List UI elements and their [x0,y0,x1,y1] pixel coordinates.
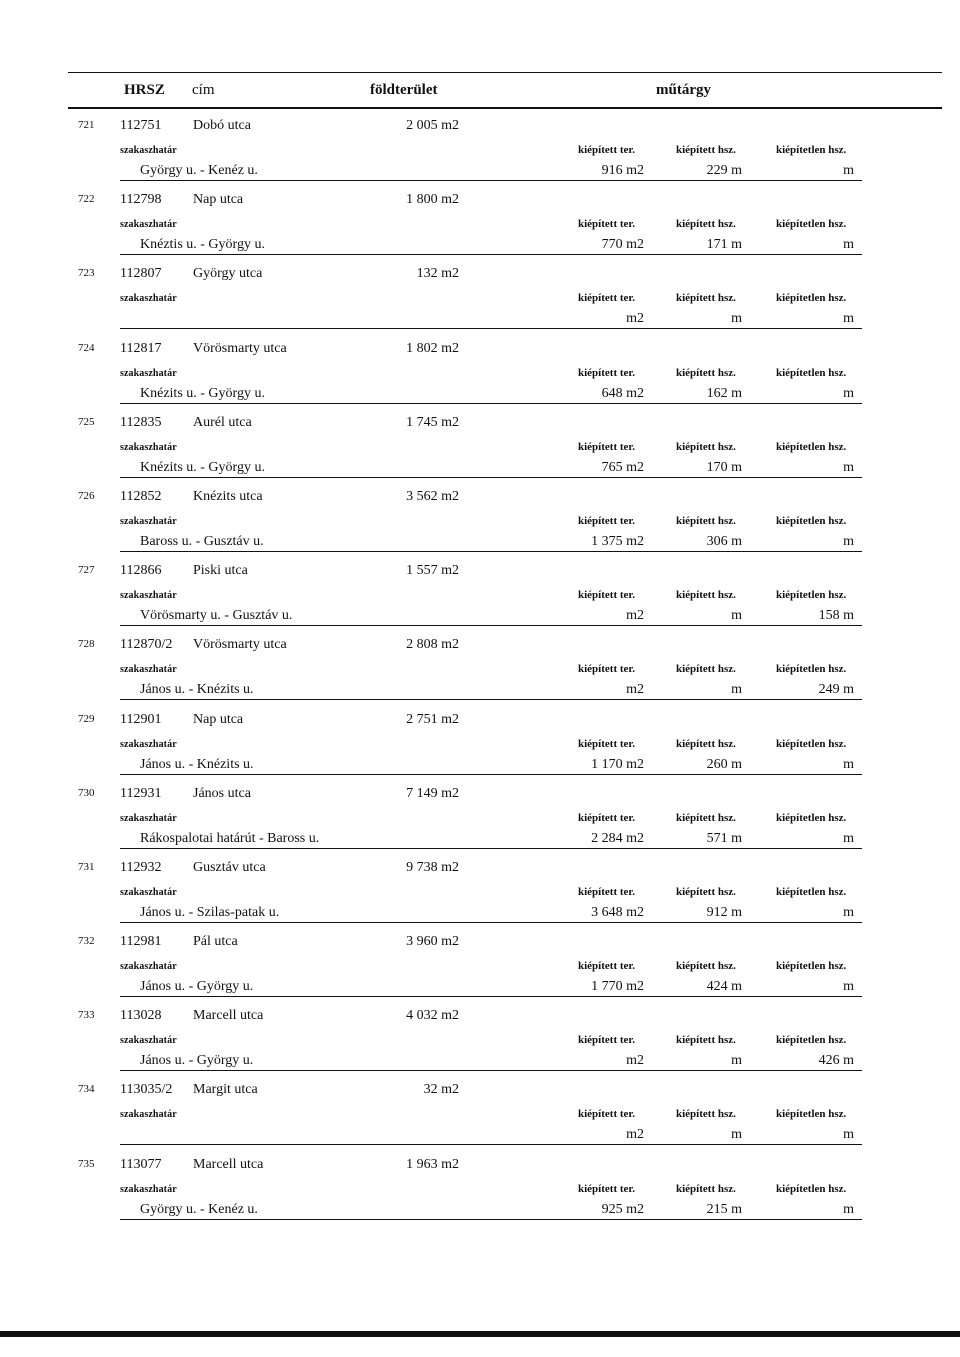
header-foldterulet: földterület [370,82,438,98]
row-divider [120,477,862,478]
record-area: 2 808 m2 [406,637,459,653]
kiepitett-ter-label: kiépített ter. [578,1108,636,1121]
record-kiepitett-hsz: 170 m [706,459,742,475]
kiepitetlen-hsz-label: kiépítetlen hsz. [776,589,847,602]
kiepitetlen-hsz-label: kiépítetlen hsz. [776,218,847,231]
kiepitett-hsz-label: kiépített hsz. [676,811,736,824]
record-kiepitett-ter: 916 m2 [601,163,644,178]
record-hrsz: 112798 [120,192,162,208]
record-kiepitett-hsz: 571 m [706,830,742,846]
record-area: 32 m2 [423,1082,459,1098]
kiepitett-ter-label: kiépített ter. [578,960,636,973]
record-area: 1 745 m2 [406,414,459,430]
bottom-gap [0,1337,960,1339]
record-street-name: Margit utca [193,1082,258,1098]
record-area: 132 m2 [416,266,459,282]
row-divider [120,922,862,923]
kiepitett-ter-label: kiépített ter. [578,218,636,231]
record-hrsz: 112901 [120,711,162,727]
record-number: 734 [78,1083,95,1096]
record-number: 724 [78,341,95,354]
szakaszhatar-label: szakaszhatár [120,961,177,973]
record-hrsz: 112807 [120,266,162,282]
table-row [0,850,960,924]
row-divider [120,848,862,849]
kiepitett-ter-label: kiépített ter. [578,144,636,156]
row-divider [120,180,862,181]
record-kiepitett-hsz: m [731,311,742,327]
record-area: 1 963 m2 [406,1156,459,1172]
record-kiepitett-hsz: 215 m [706,1201,742,1217]
record-kiepitetlen-hsz: m [843,385,854,401]
record-kiepitett-hsz: m [731,1127,742,1143]
kiepitett-ter-label: kiépített ter. [578,514,636,527]
szakaszhatar-label: szakaszhatár [120,1183,177,1195]
kiepitetlen-hsz-label: kiépítetlen hsz. [776,737,847,750]
row-divider [120,1070,862,1071]
kiepitett-hsz-label: kiépített hsz. [676,1108,736,1121]
record-street-name: Marcell utca [193,1156,264,1172]
kiepitetlen-hsz-label: kiépítetlen hsz. [776,1108,847,1121]
table-row [0,331,960,405]
record-section: Rákospalotai határút - Baross u. [140,830,320,846]
record-kiepitetlen-hsz: m [843,459,854,475]
kiepitett-ter-label: kiépített ter. [578,292,636,305]
record-kiepitett-ter: 925 m2 [601,1201,644,1217]
kiepitett-hsz-label: kiépített hsz. [676,514,736,527]
record-section: György u. - Kenéz u. [140,163,258,178]
record-kiepitetlen-hsz: m [843,904,854,920]
record-street-name: Vörösmarty utca [193,637,287,653]
record-area: 1 802 m2 [406,340,459,356]
record-area: 9 738 m2 [406,859,459,875]
record-street-name: Vörösmarty utca [193,340,287,356]
kiepitett-ter-label: kiépített ter. [578,663,636,676]
record-kiepitett-hsz: m [731,608,742,624]
szakaszhatar-label: szakaszhatár [120,886,177,898]
record-area: 3 562 m2 [406,488,459,504]
kiepitetlen-hsz-label: kiépítetlen hsz. [776,960,847,973]
record-kiepitetlen-hsz: m [843,311,854,327]
record-kiepitett-ter: m2 [626,682,644,698]
record-kiepitetlen-hsz: m [843,830,854,846]
row-divider [120,254,862,255]
top-rule [68,72,942,73]
record-area: 7 149 m2 [406,785,459,801]
kiepitetlen-hsz-label: kiépítetlen hsz. [776,885,847,898]
record-hrsz: 112852 [120,488,162,504]
table-row [0,553,960,627]
szakaszhatar-label: szakaszhatár [120,1035,177,1047]
record-hrsz: 113028 [120,1008,162,1024]
szakaszhatar-label: szakaszhatár [120,664,177,676]
kiepitetlen-hsz-label: kiépítetlen hsz. [776,1182,847,1195]
record-kiepitett-hsz: 912 m [706,904,742,920]
record-street-name: Piski utca [193,563,248,579]
szakaszhatar-label: szakaszhatár [120,367,177,379]
table-row [0,479,960,553]
row-divider [120,625,862,626]
table-row [0,405,960,479]
row-divider [120,699,862,700]
kiepitett-hsz-label: kiépített hsz. [676,1034,736,1047]
record-street-name: Pál utca [193,934,238,950]
record-hrsz: 112751 [120,118,162,133]
kiepitett-ter-label: kiépített ter. [578,885,636,898]
kiepitett-hsz-label: kiépített hsz. [676,885,736,898]
kiepitett-ter-label: kiépített ter. [578,440,636,453]
record-street-name: György utca [193,266,263,282]
record-area: 2 005 m2 [406,118,459,133]
record-kiepitett-hsz: 260 m [706,756,742,772]
record-number: 726 [78,489,95,502]
kiepitetlen-hsz-label: kiépítetlen hsz. [776,144,847,156]
record-kiepitett-hsz: m [731,682,742,698]
table-row [0,1072,960,1146]
table-row [0,998,960,1072]
kiepitetlen-hsz-label: kiépítetlen hsz. [776,1034,847,1047]
record-street-name: Nap utca [193,192,244,208]
record-area: 1 800 m2 [406,192,459,208]
record-section: János u. - Szilas-patak u. [140,904,280,920]
record-hrsz: 112931 [120,785,162,801]
kiepitetlen-hsz-label: kiépítetlen hsz. [776,514,847,527]
record-kiepitett-ter: m2 [626,1127,644,1143]
row-divider [120,551,862,552]
kiepitett-ter-label: kiépített ter. [578,811,636,824]
kiepitett-hsz-label: kiépített hsz. [676,1182,736,1195]
record-kiepitett-ter: 648 m2 [601,385,644,401]
record-kiepitetlen-hsz: m [843,979,854,995]
kiepitett-hsz-label: kiépített hsz. [676,366,736,379]
record-kiepitetlen-hsz: 158 m [818,608,854,624]
row-divider [120,996,862,997]
record-kiepitett-hsz: m [731,1053,742,1069]
record-kiepitetlen-hsz: m [843,533,854,549]
kiepitett-hsz-label: kiépített hsz. [676,144,736,156]
record-kiepitetlen-hsz: m [843,163,854,178]
kiepitett-hsz-label: kiépített hsz. [676,663,736,676]
szakaszhatar-label: szakaszhatár [120,812,177,824]
table-row [0,924,960,998]
record-hrsz: 112866 [120,563,162,579]
record-kiepitett-ter: m2 [626,311,644,327]
record-kiepitett-ter: m2 [626,608,644,624]
record-street-name: Gusztáv utca [193,859,266,875]
record-section: János u. - Knézits u. [140,682,254,698]
table-row [0,776,960,850]
records-list [0,108,960,1221]
szakaszhatar-label: szakaszhatár [120,293,177,305]
kiepitett-ter-label: kiépített ter. [578,1182,636,1195]
record-number: 729 [78,712,95,725]
record-street-name: Aurél utca [193,414,252,430]
kiepitett-hsz-label: kiépített hsz. [676,292,736,305]
kiepitett-hsz-label: kiépített hsz. [676,440,736,453]
row-divider [120,774,862,775]
table-row [0,702,960,776]
row-divider [120,403,862,404]
record-number: 721 [78,119,95,131]
record-hrsz: 113077 [120,1156,162,1172]
record-section: Vörösmarty u. - Gusztáv u. [140,608,293,624]
record-section: Knézits u. - György u. [140,385,265,401]
table-row [0,108,960,182]
kiepitett-ter-label: kiépített ter. [578,589,636,602]
record-street-name: Knézits utca [193,488,263,504]
record-kiepitetlen-hsz: m [843,237,854,253]
szakaszhatar-label: szakaszhatár [120,145,177,156]
record-kiepitett-hsz: 306 m [706,533,742,549]
record-hrsz: 112981 [120,934,162,950]
record-area: 1 557 m2 [406,563,459,579]
row-divider [120,1144,862,1145]
table-row [0,1147,960,1221]
record-section: Knézits u. - György u. [140,459,265,475]
kiepitett-hsz-label: kiépített hsz. [676,960,736,973]
record-section: János u. - György u. [140,979,254,995]
header-hrsz: HRSZ [124,82,165,98]
kiepitett-ter-label: kiépített ter. [578,1034,636,1047]
record-street-name: János utca [193,785,251,801]
record-street-name: Dobó utca [193,118,251,133]
kiepitetlen-hsz-label: kiépítetlen hsz. [776,663,847,676]
record-kiepitett-ter: m2 [626,1053,644,1069]
record-section: János u. - György u. [140,1053,254,1069]
kiepitett-hsz-label: kiépített hsz. [676,218,736,231]
record-hrsz: 112817 [120,340,162,356]
record-number: 722 [78,193,95,206]
record-number: 725 [78,415,95,428]
header-cim: cím [192,82,215,98]
record-kiepitetlen-hsz: m [843,756,854,772]
szakaszhatar-label: szakaszhatár [120,738,177,750]
record-area: 3 960 m2 [406,934,459,950]
record-section: Baross u. - Gusztáv u. [140,533,264,549]
record-kiepitetlen-hsz: 249 m [818,682,854,698]
kiepitett-hsz-label: kiépített hsz. [676,589,736,602]
record-section: Knéztis u. - György u. [140,237,265,253]
record-section: János u. - Knézits u. [140,756,254,772]
record-kiepitetlen-hsz: 426 m [818,1053,854,1069]
kiepitett-ter-label: kiépített ter. [578,737,636,750]
szakaszhatar-label: szakaszhatár [120,219,177,231]
record-kiepitetlen-hsz: m [843,1201,854,1217]
record-hrsz: 112932 [120,859,162,875]
record-street-name: Nap utca [193,711,244,727]
record-kiepitett-ter: 770 m2 [601,237,644,253]
record-street-name: Marcell utca [193,1008,264,1024]
table-row [0,627,960,701]
record-kiepitett-ter: 1 375 m2 [591,533,644,549]
record-number: 727 [78,564,95,577]
row-divider [120,328,862,329]
record-kiepitett-ter: 3 648 m2 [591,904,644,920]
record-kiepitetlen-hsz: m [843,1127,854,1143]
record-kiepitett-hsz: 162 m [706,385,742,401]
record-kiepitett-ter: 2 284 m2 [591,830,644,846]
kiepitett-ter-label: kiépített ter. [578,366,636,379]
record-number: 723 [78,267,95,280]
record-area: 2 751 m2 [406,711,459,727]
table-row [0,256,960,330]
record-hrsz: 112835 [120,414,162,430]
record-number: 730 [78,786,95,799]
record-number: 733 [78,1009,95,1022]
record-kiepitett-ter: 765 m2 [601,459,644,475]
kiepitetlen-hsz-label: kiépítetlen hsz. [776,811,847,824]
szakaszhatar-label: szakaszhatár [120,1109,177,1121]
record-area: 4 032 m2 [406,1008,459,1024]
szakaszhatar-label: szakaszhatár [120,441,177,453]
record-number: 732 [78,935,95,948]
record-kiepitett-hsz: 171 m [706,237,742,253]
record-number: 731 [78,860,95,873]
kiepitetlen-hsz-label: kiépítetlen hsz. [776,440,847,453]
table-row [0,182,960,256]
kiepitett-hsz-label: kiépített hsz. [676,737,736,750]
record-section: György u. - Kenéz u. [140,1201,258,1217]
kiepitetlen-hsz-label: kiépítetlen hsz. [776,292,847,305]
szakaszhatar-label: szakaszhatár [120,590,177,602]
record-kiepitett-hsz: 424 m [706,979,742,995]
record-hrsz: 112870/2 [120,637,173,653]
record-kiepitett-hsz: 229 m [706,163,742,178]
record-hrsz: 113035/2 [120,1082,173,1098]
row-divider [120,1219,862,1220]
szakaszhatar-label: szakaszhatár [120,515,177,527]
record-kiepitett-ter: 1 770 m2 [591,979,644,995]
kiepitetlen-hsz-label: kiépítetlen hsz. [776,366,847,379]
record-number: 735 [78,1157,95,1170]
header-mutargy: műtárgy [656,82,711,98]
record-kiepitett-ter: 1 170 m2 [591,756,644,772]
record-number: 728 [78,638,95,651]
